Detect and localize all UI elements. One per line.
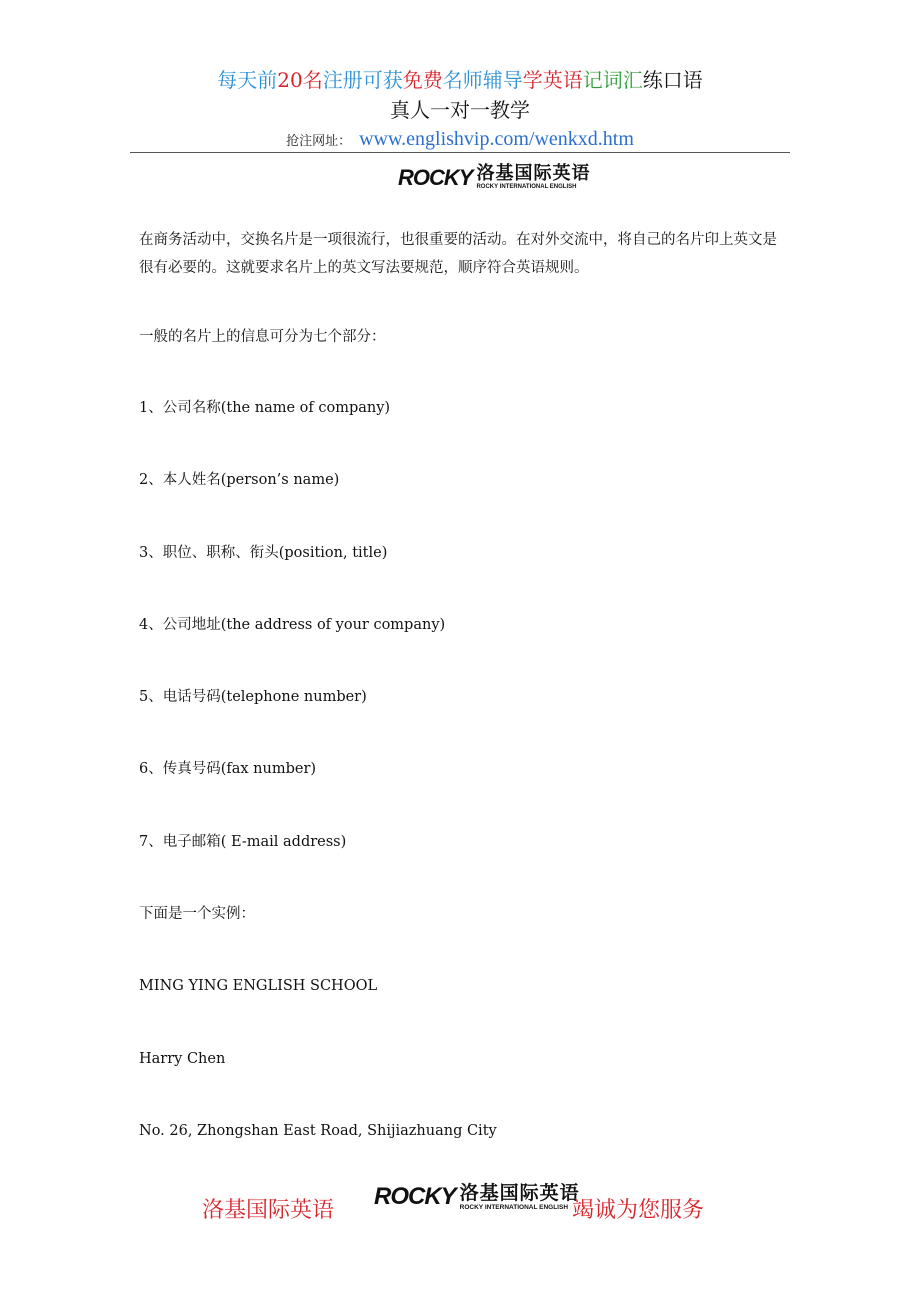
header-divider — [130, 152, 790, 153]
promo-part: 记词汇 — [582, 68, 643, 92]
rocky-logo-mark: ROCKY — [374, 1183, 456, 1210]
example-line: No. 26, Zhongshan East Road, Shijiazhuang City — [139, 1123, 497, 1139]
list-item: 1、公司名称(the name of company) — [139, 400, 391, 416]
url-link[interactable]: www.englishvip.com/wenkxd.htm — [359, 128, 634, 150]
url-label: 抢注网址： — [286, 134, 352, 149]
footer-brand: 洛基国际英语 — [202, 1198, 335, 1223]
list-item: 5、电话号码(telephone number) — [139, 689, 367, 705]
rocky-logo-top — [398, 164, 590, 191]
promo-part: 练口语 — [642, 68, 703, 92]
promo-part: 每天前 — [217, 68, 278, 92]
promo-part: 注册可获 — [322, 68, 403, 92]
list-item: 4、公司地址(the address of your company) — [139, 617, 446, 633]
promo-subline: 真人一对一教学 — [390, 98, 530, 122]
promo-part: 学英语 — [522, 68, 583, 92]
promo-part: 20 — [277, 68, 303, 92]
rocky-logo-cn: 洛基国际英语 — [459, 1182, 580, 1204]
list-item: 2、本人姓名(person’s name) — [139, 472, 340, 488]
rocky-logo-en: ROCKY INTERNATIONAL ENGLISH — [459, 1204, 569, 1211]
lead-text: 一般的名片上的信息可分为七个部分： — [139, 329, 386, 345]
promo-part: 名师辅导 — [442, 68, 523, 92]
footer-slogan: 竭诚为您服务 — [572, 1198, 705, 1223]
url-line — [0, 128, 920, 151]
list-item: 7、电子邮箱( E-mail address) — [139, 834, 347, 850]
list-item: 6、传真号码(fax number) — [139, 761, 317, 777]
rocky-logo-bottom — [374, 1183, 580, 1211]
rocky-logo-cn: 洛基国际英语 — [476, 163, 591, 184]
rocky-logo-mark: ROCKY — [398, 164, 473, 190]
intro-paragraph: 在商务活动中，交换名片是一项很流行，也很重要的活动。在对外交流中，将自己的名片印上英文是很有必要的。这就要求名片上的英文写法要规范，顺序符合英语规则。 — [139, 232, 777, 276]
promo-part: 免费 — [402, 68, 443, 92]
example-lead: 下面是一个实例： — [139, 906, 255, 922]
rocky-logo-en: ROCKY INTERNATIONAL ENGLISH — [476, 184, 577, 190]
list-item: 3、职位、职称、衔头(position, title) — [139, 545, 388, 561]
example-line: Harry Chen — [139, 1051, 226, 1067]
promo-part: 名 — [302, 68, 323, 92]
promo-headline — [0, 66, 920, 94]
example-line: MING YING ENGLISH SCHOOL — [139, 978, 378, 994]
